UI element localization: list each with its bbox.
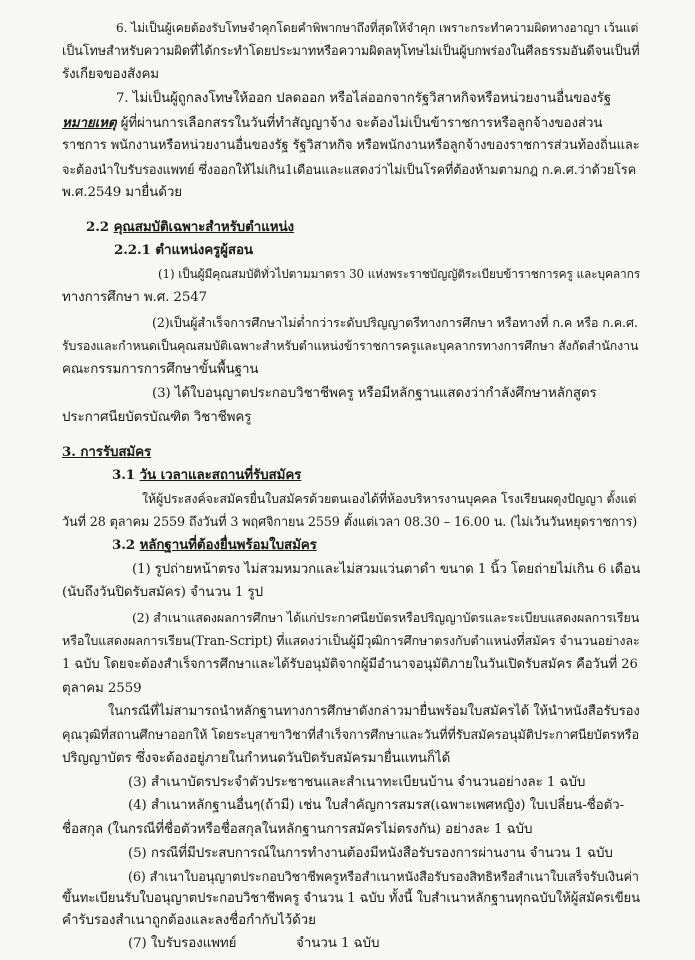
section-3-1-title: วัน เวลาและสถานที่รับสมัคร — [139, 467, 302, 484]
evidence-2b-line-2: คุณวุฒิที่สถานศึกษาออกให้ โดยระบุสาขาวิชาที่สำเร็จการศึกษาและวันที่ที่รับสมัครอนุมัติประกาศนียบัตรหรือ — [62, 727, 640, 743]
evidence-5: (5) กรณีที่มีประสบการณ์ในการทำงานต้องมีหนังสือรับรองการผ่านงาน จำนวน 1 ฉบับ — [128, 846, 613, 862]
section-3-1-number: 3.1 — [112, 467, 140, 484]
note-line-1 — [62, 111, 602, 136]
item-7-line-1: 7. ไม่เป็นผู้ถูกลงโทษให้ออก ปลดออก หรือไล่ออกจากรัฐวิสาหกิจหรือหน่วยงานอื่นของรัฐ — [116, 90, 612, 106]
section-2-2-heading — [86, 215, 294, 239]
section-3-2-heading — [112, 533, 317, 557]
qual-2-line-3: คณะกรรมการการศึกษาขั้นพื้นฐาน — [62, 361, 259, 377]
section-3-2-title: หลักฐานที่ต้องยื่นพร้อมใบสมัคร — [139, 536, 317, 553]
evidence-6-line-3: คำรับรองสำเนาถูกต้องและลงชื่อกำกับไว้ด้วย — [62, 913, 316, 929]
note-line-3: จะต้องนำใบรับรองแพทย์ ซึ่งออกให้ไม่เกิน1เดือนและแสดงว่าไม่เป็นโรคที่ต้องห้ามตามกฎ ก.ค.ศ.ว่าด้วยโรค — [62, 161, 636, 177]
qual-1-line-2: ทางการศึกษา พ.ศ. 2547 — [62, 289, 208, 305]
item-6-line-2: เป็นโทษสำหรับความผิดที่ได้กระทำโดยประมาทหรือความผิดลหุโทษไม่เป็นผู้บกพร่องในศีลธรรมอันดีจนเป็นที่ — [62, 42, 640, 58]
note-line-2: ราชการ พนักงานหรือหน่วยงานอื่นของรัฐ รัฐวิสาหกิจ หรือพนักงานหรือลูกจ้างของราชการส่วนท้องถิ่นและ — [62, 138, 640, 154]
qual-3-line-1: (3) ได้ใบอนุญาตประกอบวิชาชีพครู หรือมีหลักฐานแสดงว่ากำลังศึกษาหลักสูตร — [152, 386, 597, 402]
item-6-line-3: รังเกียจของสังคม — [62, 67, 160, 83]
evidence-2b-line-3: ปริญญาบัตร ซึ่งจะต้องอยู่ภายในกำหนดวันปิดรับสมัครมายื่นแทนก็ได้ — [62, 750, 451, 766]
section-2-2-title: คุณสมบัติเฉพาะสำหรับตำแหน่ง — [113, 218, 294, 235]
section-2-2-1-heading: 2.2.1 ตำแหน่งครูผู้สอน — [114, 242, 253, 259]
evidence-4-line-1: (4) สำเนาหลักฐานอื่นๆ(ถ้ามี) เช่น ใบสำคัญการสมรส(เฉพาะเพศหญิง) ใบเปลี่ยน-ชื่อตัว- — [128, 798, 625, 814]
evidence-1-line-2: (นับถึงวันปิดรับสมัคร) จำนวน 1 รูป — [62, 585, 264, 601]
note-text-1: ผู้ที่ผ่านการเลือกสรรในวันที่ทำสัญญาจ้าง จะต้องไม่เป็นข้าราชการหรือลูกจ้างของส่วน — [116, 115, 603, 131]
section-3-2-number: 3.2 — [112, 536, 140, 553]
qual-2-line-1: (2)เป็นผู้สำเร็จการศึกษาไม่ต่ำกว่าระดับปริญญาตรีทางการศึกษา หรือทางที่ ก.ค หรือ ก.ค.ศ. — [152, 315, 638, 331]
evidence-2-line-3: 1 ฉบับ โดยจะต้องสำเร็จการศึกษาและได้รับอนุมัติจากผู้มีอำนาจอนุมัติภายในวันเปิดรับสมัคร คือวันที่ 26 — [62, 657, 638, 673]
evidence-2-line-2: หรือใบแสดงผลการเรียน(Tran-Script) ที่แสดงว่าเป็นผู้มีวุฒิการศึกษาตรงกับตำแหน่งที่สมัคร จำนวนอย่างละ — [62, 632, 640, 648]
evidence-3: (3) สำเนาบัตรประจำตัวประชาชนและสำเนาทะเบียนบ้าน จำนวนอย่างละ 1 ฉบับ — [128, 775, 586, 791]
evidence-4-line-2: ชื่อสกุล (ในกรณีที่ชื่อตัวหรือชื่อสกุลในหลักฐานการสมัครไม่ตรงกัน) อย่างละ 1 ฉบับ — [62, 821, 533, 837]
evidence-7-label: (7) ใบรับรองแพทย์ — [128, 935, 237, 951]
application-period-line-2: วันที่ 28 ตุลาคม 2559 ถึงวันที่ 3 พฤศจิกายน 2559 ตั้งแต่เวลา 08.30 – 16.00 น. (ไม่เว้นวันหยุดราชการ) — [62, 514, 638, 530]
section-3-1-heading — [112, 463, 301, 487]
evidence-2-line-4: ตุลาคม 2559 — [62, 680, 142, 696]
note-line-4: พ.ศ.2549 มายื่นด้วย — [62, 185, 182, 201]
evidence-2-line-1: (2) สำเนาแสดงผลการศึกษา ได้แก่ประกาศนียบัตรหรือปริญญาบัตรและระเบียบแสดงผลการเรียน — [132, 609, 640, 625]
qual-3-line-2: ประกาศนียบัตรบัณฑิต วิชาชีพครู — [62, 410, 252, 426]
qual-1-line-1: (1) เป็นผู้มีคุณสมบัติทั่วไปตามมาตรา 30 แห่งพระราชบัญญัติระเบียบข้าราชการครู และบุคลากร — [158, 267, 640, 282]
application-period-line-1: ให้ผู้ประสงค์จะสมัครยื่นใบสมัครด้วยตนเองได้ที่ห้องบริหารงานบุคคล โรงเรียนผดุงปัญญา ตั้งแต่ — [142, 490, 637, 506]
evidence-1-line-1: (1) รูปถ่ายหน้าตรง ไม่สวมหมวกและไม่สวมแว่นตาดำ ขนาด 1 นิ้ว โดยถ่ายไม่เกิน 6 เดือน — [132, 561, 641, 577]
section-2-2-number: 2.2 — [86, 218, 114, 235]
note-label: หมายเหตุ — [62, 114, 117, 131]
section-3-heading: 3. การรับสมัคร — [62, 444, 152, 461]
evidence-7-count: จำนวน 1 ฉบับ — [296, 935, 380, 951]
evidence-2b-line-1: ในกรณีที่ไม่สามารถนำหลักฐานทางการศึกษาดังกล่าวมายื่นพร้อมใบสมัครได้ ให้นำหนังสือรับรอง — [108, 704, 640, 720]
qual-2-line-2: รับรองและกำหนดเป็นคุณสมบัติเฉพาะสำหรับตำแหน่งข้าราชการครูและบุคลากรทางการศึกษา สังกัดสำนักงาน — [62, 338, 639, 354]
item-6-line-1: 6. ไม่เป็นผู้เคยต้องรับโทษจำคุกโดยคำพิพากษาถึงที่สุดให้จำคุก เพราะกระทำความผิดทางอาญา เว้นแต่ — [116, 20, 639, 35]
evidence-6-line-1: (6) สำเนาใบอนุญาตประกอบวิชาชีพครูหรือสำเนาหนังสือรับรองสิทธิหรือสำเนาใบเสร็จรับเงินค่า — [128, 868, 639, 884]
evidence-6-line-2: ขึ้นทะเบียนรับใบอนุญาตประกอบวิชาชีพครู จำนวน 1 ฉบับ ทั้งนี้ ใบสำเนาหลักฐานทุกฉบับให้ผู้สมัครเขียน — [62, 891, 640, 907]
